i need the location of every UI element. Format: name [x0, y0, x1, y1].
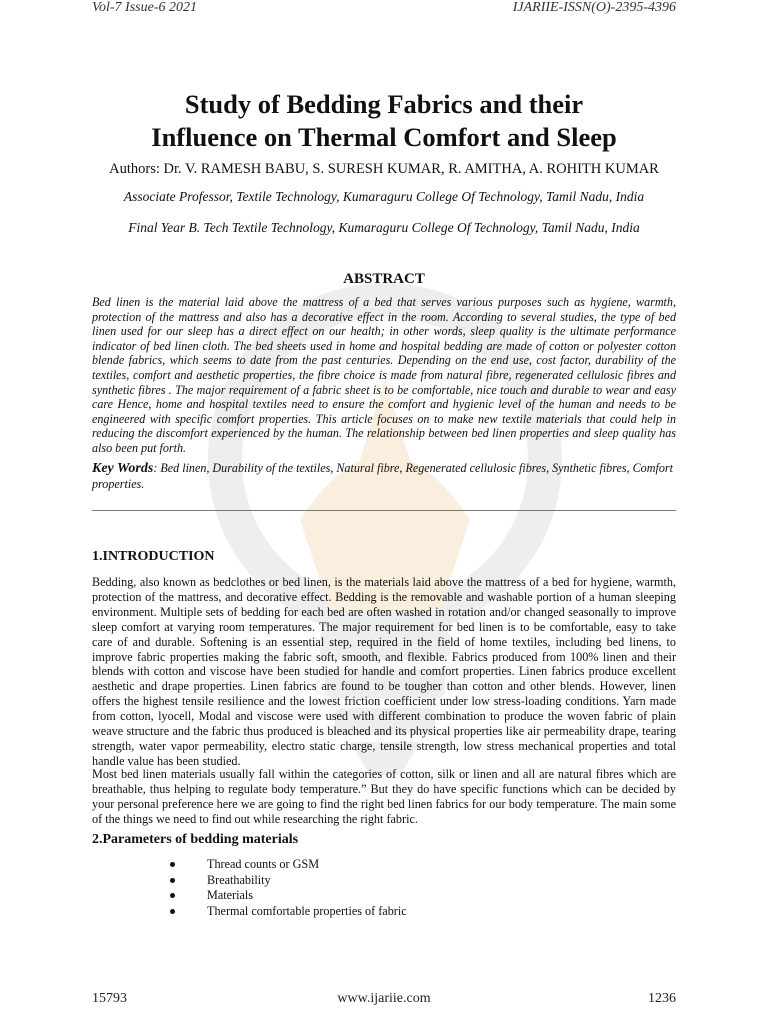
journal-volume: Vol-7 Issue-6 2021 — [92, 0, 197, 15]
bullet-icon — [170, 893, 175, 898]
list-item: Breathability — [170, 873, 407, 889]
introduction-paragraph-2: Most bed linen materials usually fall within the categories of cotton, silk or linen and all are natural fibres which are breathable, thus helping to regulate body temperature.” But they do have specific functions which can be decided by your personal preference here we are going to find the right bed linen fabrics for our body temperature. The main some of the things we need to find out while researching the right fabric. — [92, 767, 676, 826]
paper-title — [60, 88, 708, 154]
section-2-heading: 2.Parameters of bedding materials — [92, 832, 299, 847]
list-item: Thread counts or GSM — [170, 857, 407, 873]
keywords — [92, 461, 676, 491]
bullet-icon — [170, 878, 175, 883]
abstract-text: Bed linen is the material laid above the mattress of a bed that serves various purposes such as hygiene, warmth, protection of the mattress and also has a decorative effect in the room. According to several studies, the type of bed linen used for our sleep has a direct effect on our health; in other words, sleep quality is the ultimate performance indicator of bed linen cloth. The bed sheets used in home and hospital bedding are made of cotton or polyester cotton blende fabrics, which seems to date from the past centuries. Depending on the end use, cost factor, durability of the textiles, comfort and aesthetic properties, the fibre choice is made from natural fibre, regenerated cellulosic fibres and synthetic fibres . The major requirement of a fabric sheet is to be comfortable, nice touch and durable to wear and easy care Hence, home and hospital textiles need to ensure the comfort and hygienic level of the human and needs to be engineered with specific comfort properties. This article focuses on to make new textile materials that could help in reducing the discomfort experienced by the human. The relationship between bed linen properties and sleep quality has also been put forth. — [92, 295, 676, 455]
title-line-1: Study of Bedding Fabrics and their — [184, 89, 584, 119]
section-1-heading: 1.INTRODUCTION — [92, 549, 215, 564]
title-line-2: Influence on Thermal Comfort and Sleep — [151, 122, 617, 152]
parameters-list — [170, 857, 407, 919]
keywords-label: Key Words — [92, 461, 154, 476]
section-divider — [92, 510, 676, 511]
journal-issn: IJARIIE-ISSN(O)-2395-4396 — [512, 0, 676, 15]
introduction-paragraph-1: Bedding, also known as bedclothes or bed linen, is the materials laid above the mattress of a bed for hygiene, warmth, protection of the mattress, and decorative effect. Bedding is the removable and washable portion of a human sleeping environment. Multiple sets of bedding for each bed are often washed in rotation and/or changed seasonally to improve sleep comfort at varying room temperatures. The major requirement for bed linen is to be comfortable, easy to take care of and durable. Softening is an essential step, required in the field of home textiles, including bed linens, to improve fabric properties making the fabric soft, smooth, and flexible. Fabrics produced from 100% linen and their blends with cotton and viscose have been studied for handle and comfort properties. Linen fabrics produce excellent aesthetic and drape properties. Linen fabrics are found to be tougher than cotton and other blends. However, linen offers the highest tensile resilience and the lowest friction coefficient under low stress-loading conditions. Yarn made from cotton, lyocell, Modal and viscose were used with different combination to produce the woven fabric of plain weave structure and the fabric thus produced is bleached and its physical properties like air permeability drape, tearing strength, water vapor permeability, electro static charge, tensile strength, low stress mechanical properties and total handle value has been studied. — [92, 575, 676, 768]
page-id: 15793 — [92, 991, 127, 1006]
journal-website-link[interactable]: www.ijariie.com — [337, 991, 431, 1006]
keywords-text: : Bed linen, Durability of the textiles, Natural fibre, Regenerated cellulosic fibres, Synthetic fibres, Comfort properties. — [92, 461, 673, 491]
bullet-icon — [170, 862, 175, 867]
list-item: Thermal comfortable properties of fabric — [170, 904, 407, 920]
bullet-icon — [170, 909, 175, 914]
page-number: 1236 — [648, 991, 676, 1006]
authors-line: Authors: Dr. V. RAMESH BABU, S. SURESH KUMAR, R. AMITHA, A. ROHITH KUMAR — [109, 161, 659, 177]
abstract-heading: ABSTRACT — [343, 271, 425, 287]
affiliation-2: Final Year B. Tech Textile Technology, Kumaraguru College Of Technology, Tamil Nadu, India — [128, 220, 640, 235]
list-item: Materials — [170, 888, 407, 904]
affiliation-1: Associate Professor, Textile Technology, Kumaraguru College Of Technology, Tamil Nadu, India — [123, 189, 645, 204]
